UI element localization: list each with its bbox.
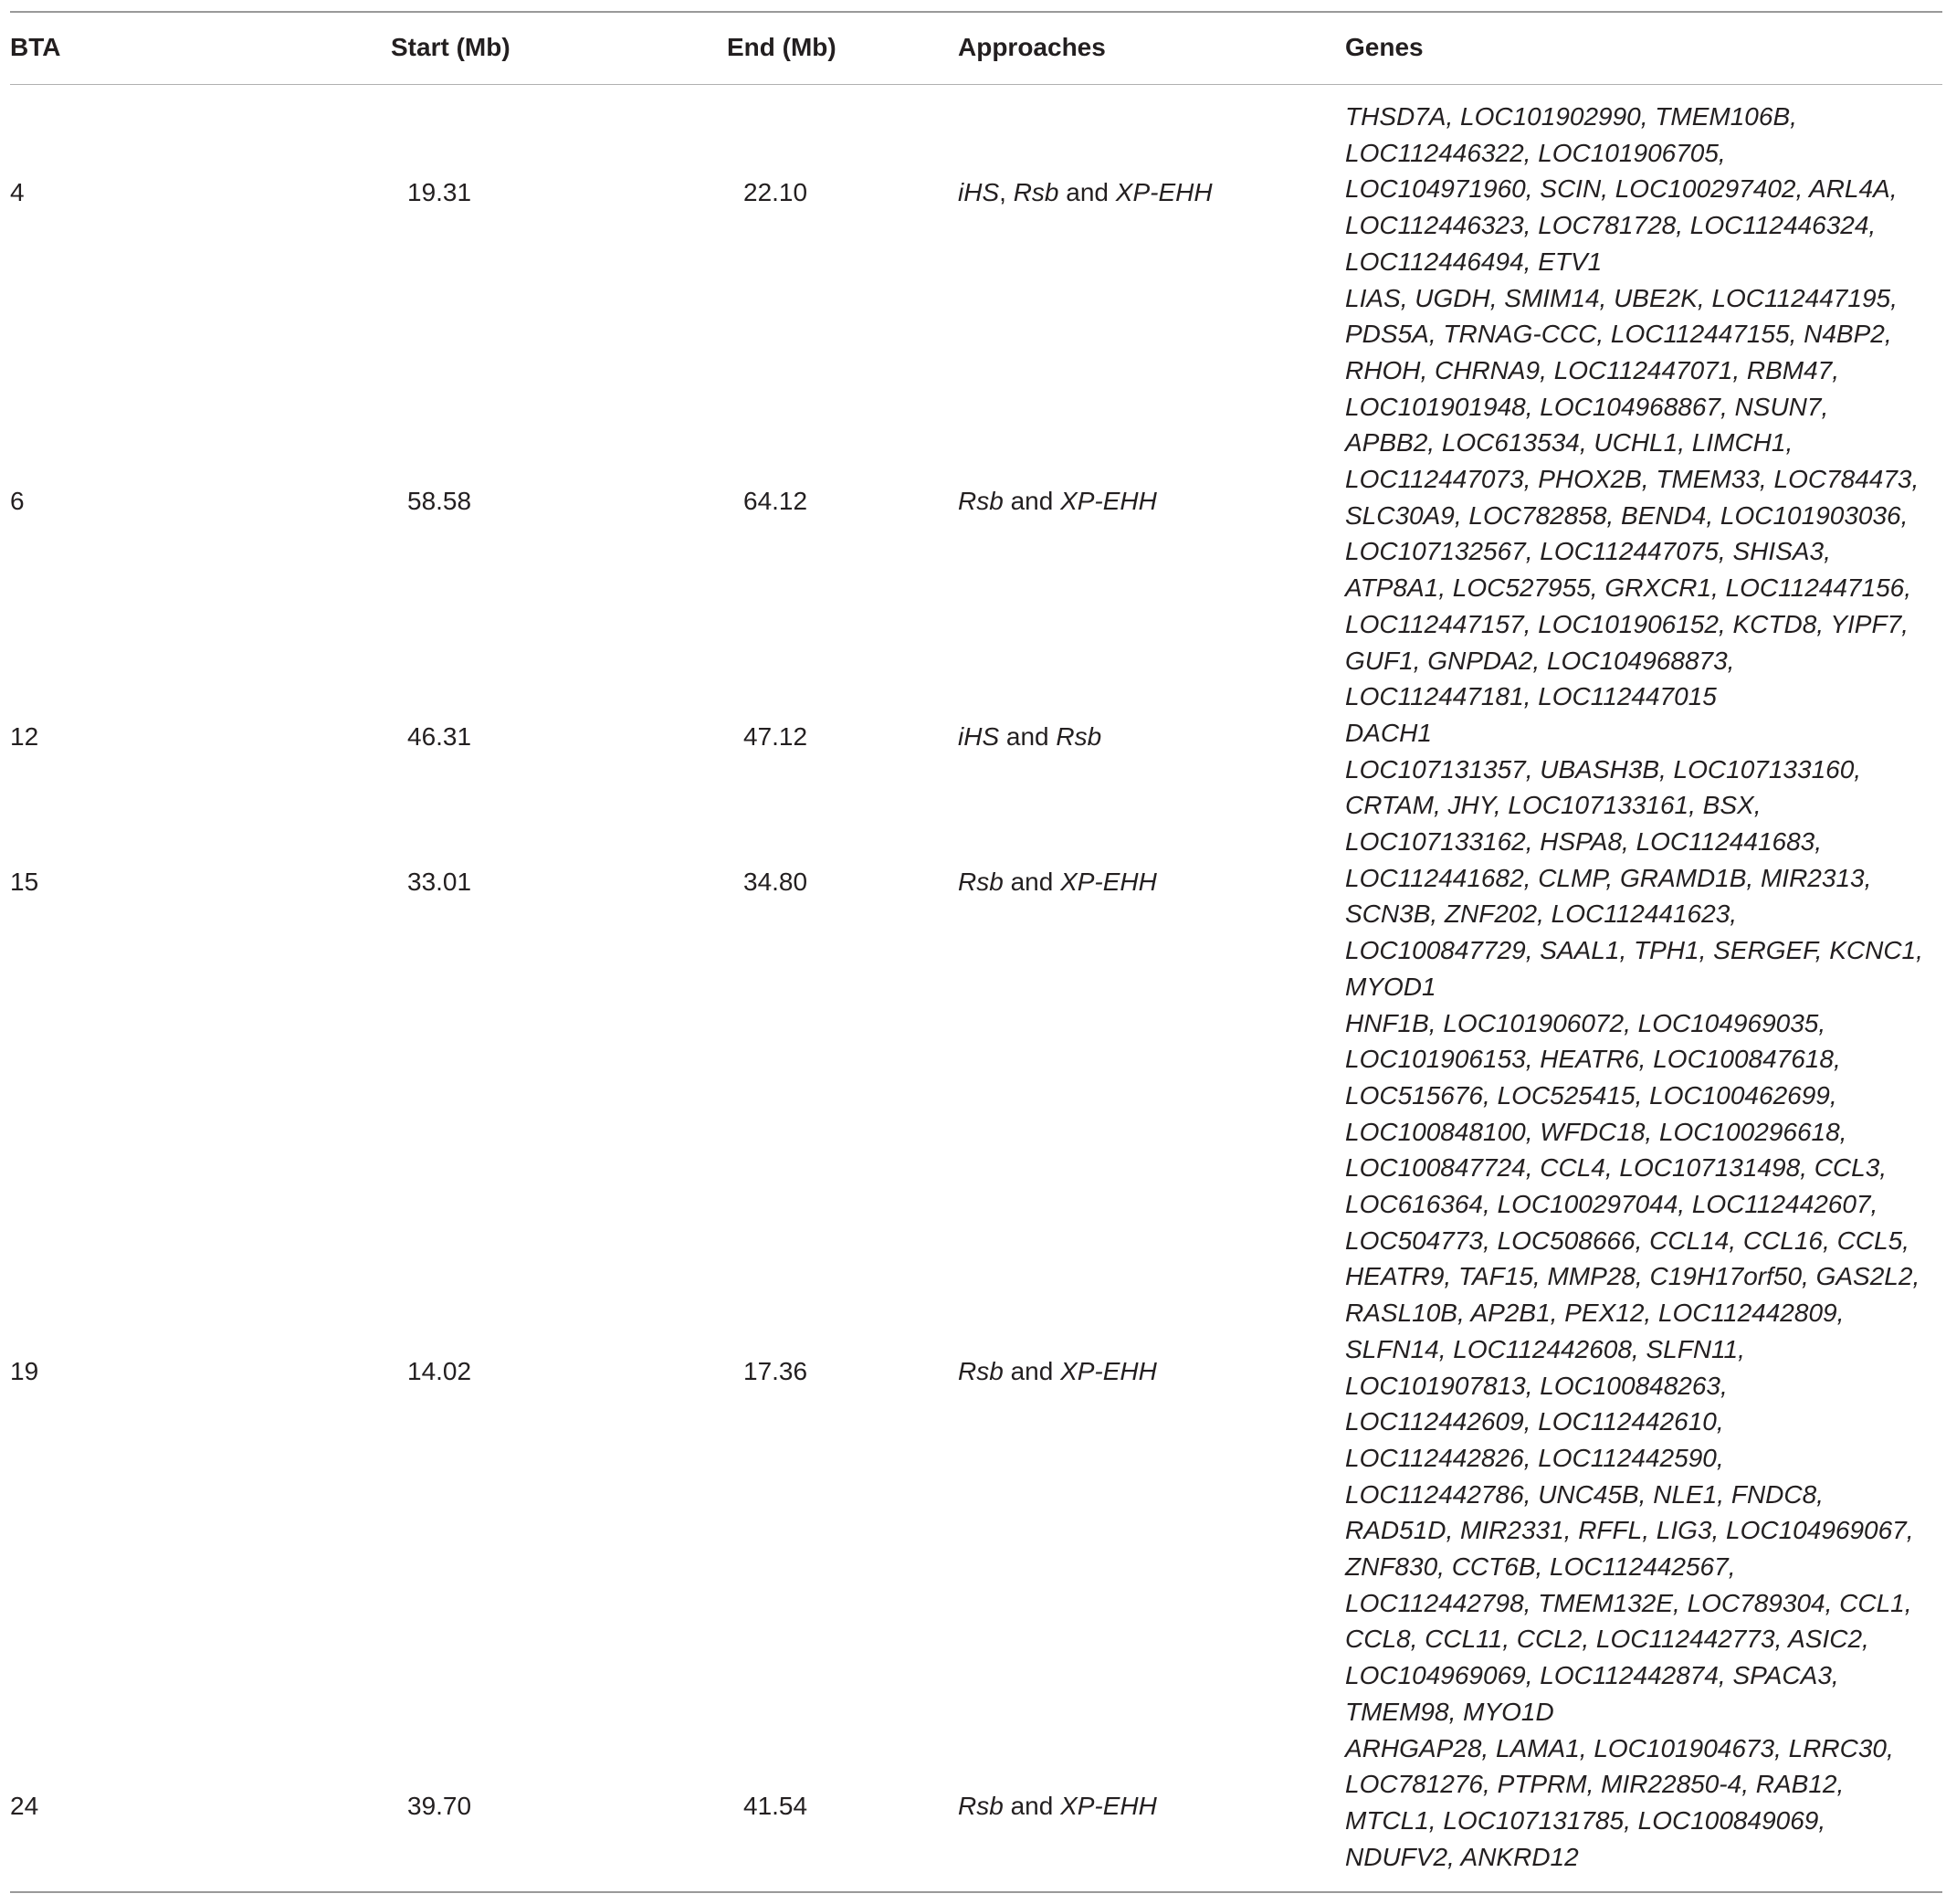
gene-line: LOC100847729, SAAL1, TPH1, SERGEF, KCNC1, [1345, 936, 1923, 965]
gene-line: LOC107132567, LOC112447075, SHISA3, [1345, 537, 1831, 566]
cell-end: 17.36 [743, 1356, 808, 1385]
gene-line: ZNF830, CCT6B, LOC112442567, [1345, 1552, 1736, 1582]
cell-end: 34.80 [743, 867, 808, 896]
gene-line: LOC616364, LOC100297044, LOC112442607, [1345, 1190, 1878, 1219]
cell-start: 14.02 [407, 1356, 472, 1385]
gene-line: SLC30A9, LOC782858, BEND4, LOC101903036, [1345, 500, 1909, 530]
cell-end: 41.54 [743, 1791, 808, 1820]
cell-approaches [958, 721, 1101, 753]
gene-line: LIAS, UGDH, SMIM14, UBE2K, LOC112447195, [1345, 283, 1898, 312]
header-approaches: Approaches [958, 33, 1106, 61]
gene-line: LOC112447181, LOC112447015 [1345, 682, 1717, 711]
cell-bta: 15 [10, 867, 39, 896]
cell-bta: 12 [10, 721, 39, 751]
cell-end: 47.12 [743, 721, 808, 751]
gene-line: RAD51D, MIR2331, RFFL, LIG3, LOC104969067, [1345, 1516, 1914, 1545]
gene-line: CRTAM, JHY, LOC107133161, BSX, [1345, 791, 1762, 820]
gene-line: LOC107131357, UBASH3B, LOC107133160, [1345, 754, 1862, 784]
cell-start: 33.01 [407, 867, 472, 896]
approach-segment: and [1003, 867, 1061, 896]
cell-bta: 4 [10, 178, 25, 207]
gene-line: GUF1, GNPDA2, LOC104968873, [1345, 646, 1735, 675]
approach-segment: XP-EHH [1060, 1356, 1157, 1385]
table-top-rule [10, 11, 1942, 13]
gene-line: LOC515676, LOC525415, LOC100462699, [1345, 1080, 1837, 1110]
approach-segment: XP-EHH [1060, 867, 1157, 896]
cell-start: 46.31 [407, 721, 472, 751]
header-start: Start (Mb) [391, 33, 510, 61]
gene-line: RASL10B, AP2B1, PEX12, LOC112442809, [1345, 1299, 1845, 1328]
approach-segment: Rsb [958, 486, 1004, 515]
cell-genes [1345, 280, 1943, 715]
gene-line: LOC100847724, CCL4, LOC107131498, CCL3, [1345, 1153, 1888, 1183]
gene-line: LOC112441682, CLMP, GRAMD1B, MIR2313, [1345, 863, 1872, 892]
cell-approaches [958, 1790, 1157, 1823]
header-rule [10, 84, 1942, 85]
cell-genes [1345, 752, 1943, 1005]
approach-segment: Rsb [958, 867, 1004, 896]
gene-line: THSD7A, LOC101902990, TMEM106B, [1345, 102, 1797, 131]
approach-segment: and [1003, 1791, 1061, 1820]
cell-end: 22.10 [743, 178, 808, 207]
gene-line: LOC101906153, HEATR6, LOC100847618, [1345, 1045, 1841, 1074]
gene-line: LOC104969069, LOC112442874, SPACA3, [1345, 1661, 1839, 1690]
cell-approaches [958, 866, 1157, 899]
approach-segment: XP-EHH [1060, 486, 1157, 515]
approach-segment: Rsb [958, 1791, 1004, 1820]
header-genes: Genes [1345, 33, 1424, 61]
cell-approaches [958, 485, 1157, 518]
gene-line: LOC104971960, SCIN, LOC100297402, ARL4A, [1345, 174, 1898, 204]
approach-segment: iHS [958, 178, 1000, 207]
gene-line: SLFN14, LOC112442608, SLFN11, [1345, 1334, 1745, 1363]
gene-line: LOC101901948, LOC104968867, NSUN7, [1345, 392, 1829, 421]
approach-segment: Rsb [958, 1356, 1004, 1385]
gene-line: MYOD1 [1345, 972, 1436, 1001]
approach-segment: XP-EHH [1060, 1791, 1157, 1820]
gene-line: LOC107133162, HSPA8, LOC112441683, [1345, 827, 1823, 856]
cell-bta: 19 [10, 1356, 39, 1385]
cell-start: 19.31 [407, 178, 472, 207]
gene-line: LOC101907813, LOC100848263, [1345, 1371, 1728, 1400]
approach-segment: and [999, 721, 1057, 751]
approach-segment: , [999, 178, 1014, 207]
approach-segment: XP-EHH [1115, 178, 1213, 207]
table-bottom-rule [10, 1891, 1942, 1893]
gene-line: SCN3B, ZNF202, LOC112441623, [1345, 899, 1738, 929]
gene-line: LOC112446494, ETV1 [1345, 247, 1603, 276]
gene-line: LOC112442826, LOC112442590, [1345, 1443, 1724, 1472]
gene-line: DACH1 [1345, 718, 1432, 747]
approach-segment: and [1003, 1356, 1061, 1385]
header-end: End (Mb) [727, 33, 836, 61]
gene-line: LOC112447157, LOC101906152, KCTD8, YIPF7, [1345, 609, 1909, 638]
approach-segment: and [1058, 178, 1116, 207]
cell-genes [1345, 99, 1943, 280]
cell-approaches [958, 176, 1213, 209]
gene-line: RHOH, CHRNA9, LOC112447071, RBM47, [1345, 355, 1840, 384]
cell-bta: 24 [10, 1791, 39, 1820]
gene-line: APBB2, LOC613534, UCHL1, LIMCH1, [1345, 428, 1793, 458]
gene-line: HEATR9, TAF15, MMP28, C19H17orf50, GAS2L2, [1345, 1262, 1920, 1291]
gene-line: LOC100848100, WFDC18, LOC100296618, [1345, 1117, 1847, 1146]
cell-bta: 6 [10, 486, 25, 515]
gene-line: NDUFV2, ANKRD12 [1345, 1842, 1579, 1871]
cell-end: 64.12 [743, 486, 808, 515]
cell-start: 39.70 [407, 1791, 472, 1820]
gene-line: ARHGAP28, LAMA1, LOC101904673, LRRC30, [1345, 1733, 1894, 1762]
gene-line: ATP8A1, LOC527955, GRXCR1, LOC112447156, [1345, 573, 1911, 603]
gene-line: CCL8, CCL11, CCL2, LOC112442773, ASIC2, [1345, 1625, 1869, 1654]
approach-segment: Rsb [1013, 178, 1059, 207]
gene-line: MTCL1, LOC107131785, LOC100849069, [1345, 1805, 1826, 1835]
header-bta: BTA [10, 33, 61, 61]
gene-line: TMEM98, MYO1D [1345, 1697, 1554, 1726]
gene-line: LOC112446322, LOC101906705, [1345, 138, 1726, 167]
cell-genes [1345, 1730, 1943, 1876]
cell-approaches [958, 1355, 1157, 1388]
gene-line: LOC781276, PTPRM, MIR22850-4, RAB12, [1345, 1770, 1845, 1799]
gene-line: LOC112442798, TMEM132E, LOC789304, CCL1, [1345, 1588, 1912, 1617]
cell-genes [1345, 715, 1943, 752]
gene-line: HNF1B, LOC101906072, LOC104969035, [1345, 1008, 1826, 1037]
approach-segment: and [1003, 486, 1061, 515]
gene-line: LOC112446323, LOC781728, LOC112446324, [1345, 211, 1877, 240]
gene-line: LOC112442609, LOC112442610, [1345, 1407, 1724, 1436]
gene-line: PDS5A, TRNAG-CCC, LOC112447155, N4BP2, [1345, 320, 1892, 349]
cell-genes [1345, 1005, 1943, 1730]
gene-line: LOC112442786, UNC45B, NLE1, FNDC8, [1345, 1479, 1824, 1509]
gene-line: LOC112447073, PHOX2B, TMEM33, LOC784473, [1345, 465, 1920, 494]
gene-line: LOC504773, LOC508666, CCL14, CCL16, CCL5, [1345, 1226, 1909, 1255]
approach-segment: iHS [958, 721, 1000, 751]
approach-segment: Rsb [1056, 721, 1102, 751]
cell-start: 58.58 [407, 486, 472, 515]
